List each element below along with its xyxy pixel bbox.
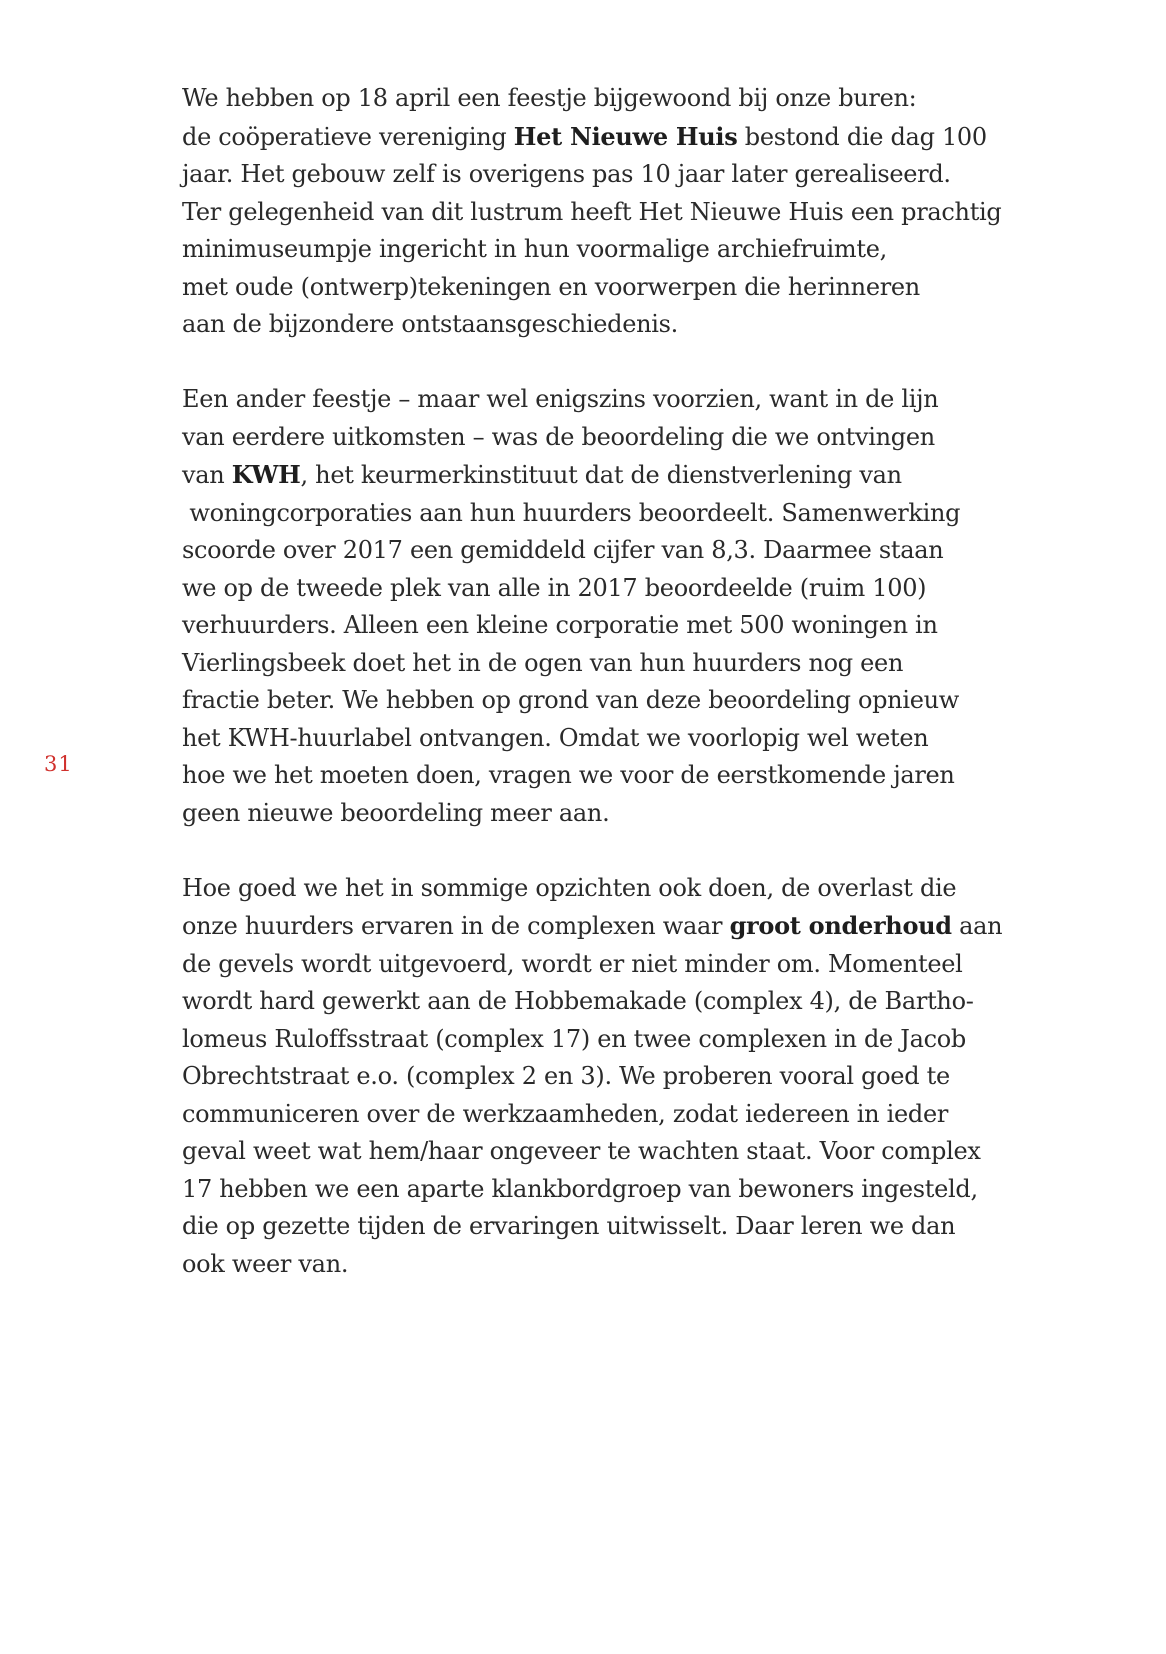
text-run: aan — [951, 912, 1003, 940]
text-run: wordt hard gewerkt aan de Hobbemakade (complex 4), de Bartho- — [182, 987, 974, 1015]
text-run: woningcorporaties aan hun huurders beoordeelt. Samenwerking — [182, 498, 961, 527]
text-run: scoorde over 2017 een gemiddeld cijfer van 8,3. Daarmee staan — [182, 536, 944, 564]
text-run: het KWH-huurlabel ontvangen. Omdat we voorlopig wel weten — [182, 723, 929, 752]
text-line — [182, 946, 1062, 984]
text-line — [182, 757, 1062, 795]
text-run: geen nieuwe beoordeling meer aan. — [182, 798, 610, 827]
text-run: 17 hebben we een aparte klankbordgroep van bewoners ingesteld, — [182, 1174, 978, 1203]
text-run: Obrechtstraat e.o. (complex 2 en 3). We proberen vooral goed te — [182, 1062, 950, 1090]
text-line — [182, 381, 1062, 419]
text-run: die op gezette tijden de ervaringen uitwisselt. Daar leren we dan — [182, 1212, 956, 1240]
bold-emphasis: groot onderhoud — [729, 911, 952, 940]
text-line — [182, 419, 1062, 457]
text-line — [182, 607, 1062, 645]
text-run: Hoe goed we het in sommige opzichten ook doen, de overlast die — [182, 873, 957, 902]
text-line — [182, 645, 1062, 683]
text-line — [182, 682, 1062, 720]
text-line — [182, 80, 1062, 118]
text-run: Vierlingsbeek doet het in de ogen van hun huurders nog een — [182, 648, 904, 677]
paragraph — [182, 80, 1062, 344]
text-line — [182, 495, 1062, 533]
bold-emphasis: KWH — [231, 460, 301, 489]
text-line — [182, 456, 1062, 495]
text-line — [182, 1246, 1062, 1284]
text-line — [182, 306, 1062, 344]
text-run: ook weer van. — [182, 1249, 349, 1278]
text-line — [182, 795, 1062, 833]
text-line — [182, 532, 1062, 570]
text-run: de gevels wordt uitgevoerd, wordt er niet minder om. Momenteel — [182, 949, 963, 978]
text-line — [182, 194, 1062, 232]
text-run: aan de bijzondere ontstaansgeschiedenis. — [182, 310, 679, 338]
text-line — [182, 1133, 1062, 1171]
text-line — [182, 156, 1062, 194]
page-number: 31 — [44, 752, 73, 776]
text-line — [182, 269, 1062, 307]
text-run: onze huurders ervaren in de complexen waar — [182, 912, 730, 940]
text-run: van eerdere uitkomsten – was de beoordeling die we ontvingen — [182, 422, 935, 451]
text-run: we op de tweede plek van alle in 2017 beoordeelde (ruim 100) — [182, 573, 927, 602]
text-run: verhuurders. Alleen een kleine corporatie met 500 woningen in — [182, 611, 938, 639]
text-run: minimuseumpje ingericht in hun voormalige archiefruimte, — [182, 235, 887, 263]
text-line — [182, 118, 1062, 157]
text-line — [182, 1096, 1062, 1134]
text-run: jaar. Het gebouw zelf is overigens pas 10 jaar later gerealiseerd. — [182, 160, 951, 188]
text-line — [182, 983, 1062, 1021]
text-line — [182, 1021, 1062, 1059]
text-line — [182, 907, 1062, 946]
text-run: fractie beter. We hebben op grond van deze beoordeling opnieuw — [182, 686, 960, 714]
text-line — [182, 1058, 1062, 1096]
text-run: bestond die dag 100 — [737, 122, 987, 151]
bold-emphasis: Het Nieuwe Huis — [513, 121, 738, 151]
text-line — [182, 231, 1062, 269]
text-run: van — [182, 461, 232, 489]
text-run: communiceren over de werkzaamheden, zodat iedereen in ieder — [182, 1099, 949, 1128]
paragraph — [182, 870, 1062, 1284]
text-run: de coöperatieve vereniging — [182, 122, 514, 151]
text-line — [182, 870, 1062, 908]
text-run: hoe we het moeten doen, vragen we voor de eerstkomende jaren — [182, 761, 955, 789]
text-run: We hebben op 18 april een feestje bijgewoond bij onze buren: — [182, 84, 917, 112]
text-run: lomeus Ruloffsstraat (complex 17) en twee complexen in de Jacob — [182, 1024, 966, 1053]
text-line — [182, 1208, 1062, 1246]
text-run: met oude (ontwerp)tekeningen en voorwerpen die herinneren — [182, 272, 920, 301]
text-run: Ter gelegenheid van dit lustrum heeft Het Nieuwe Huis een prachtig — [182, 197, 1002, 226]
text-line — [182, 570, 1062, 608]
text-line — [182, 1171, 1062, 1209]
text-line — [182, 720, 1062, 758]
text-run: geval weet wat hem/haar ongeveer te wachten staat. Voor complex — [182, 1137, 981, 1165]
paragraph — [182, 381, 1062, 832]
text-run: , het keurmerkinstituut dat de dienstverlening van — [300, 461, 902, 489]
text-run: Een ander feestje – maar wel enigszins voorzien, want in de lijn — [182, 385, 939, 413]
body-text — [182, 80, 1062, 1321]
